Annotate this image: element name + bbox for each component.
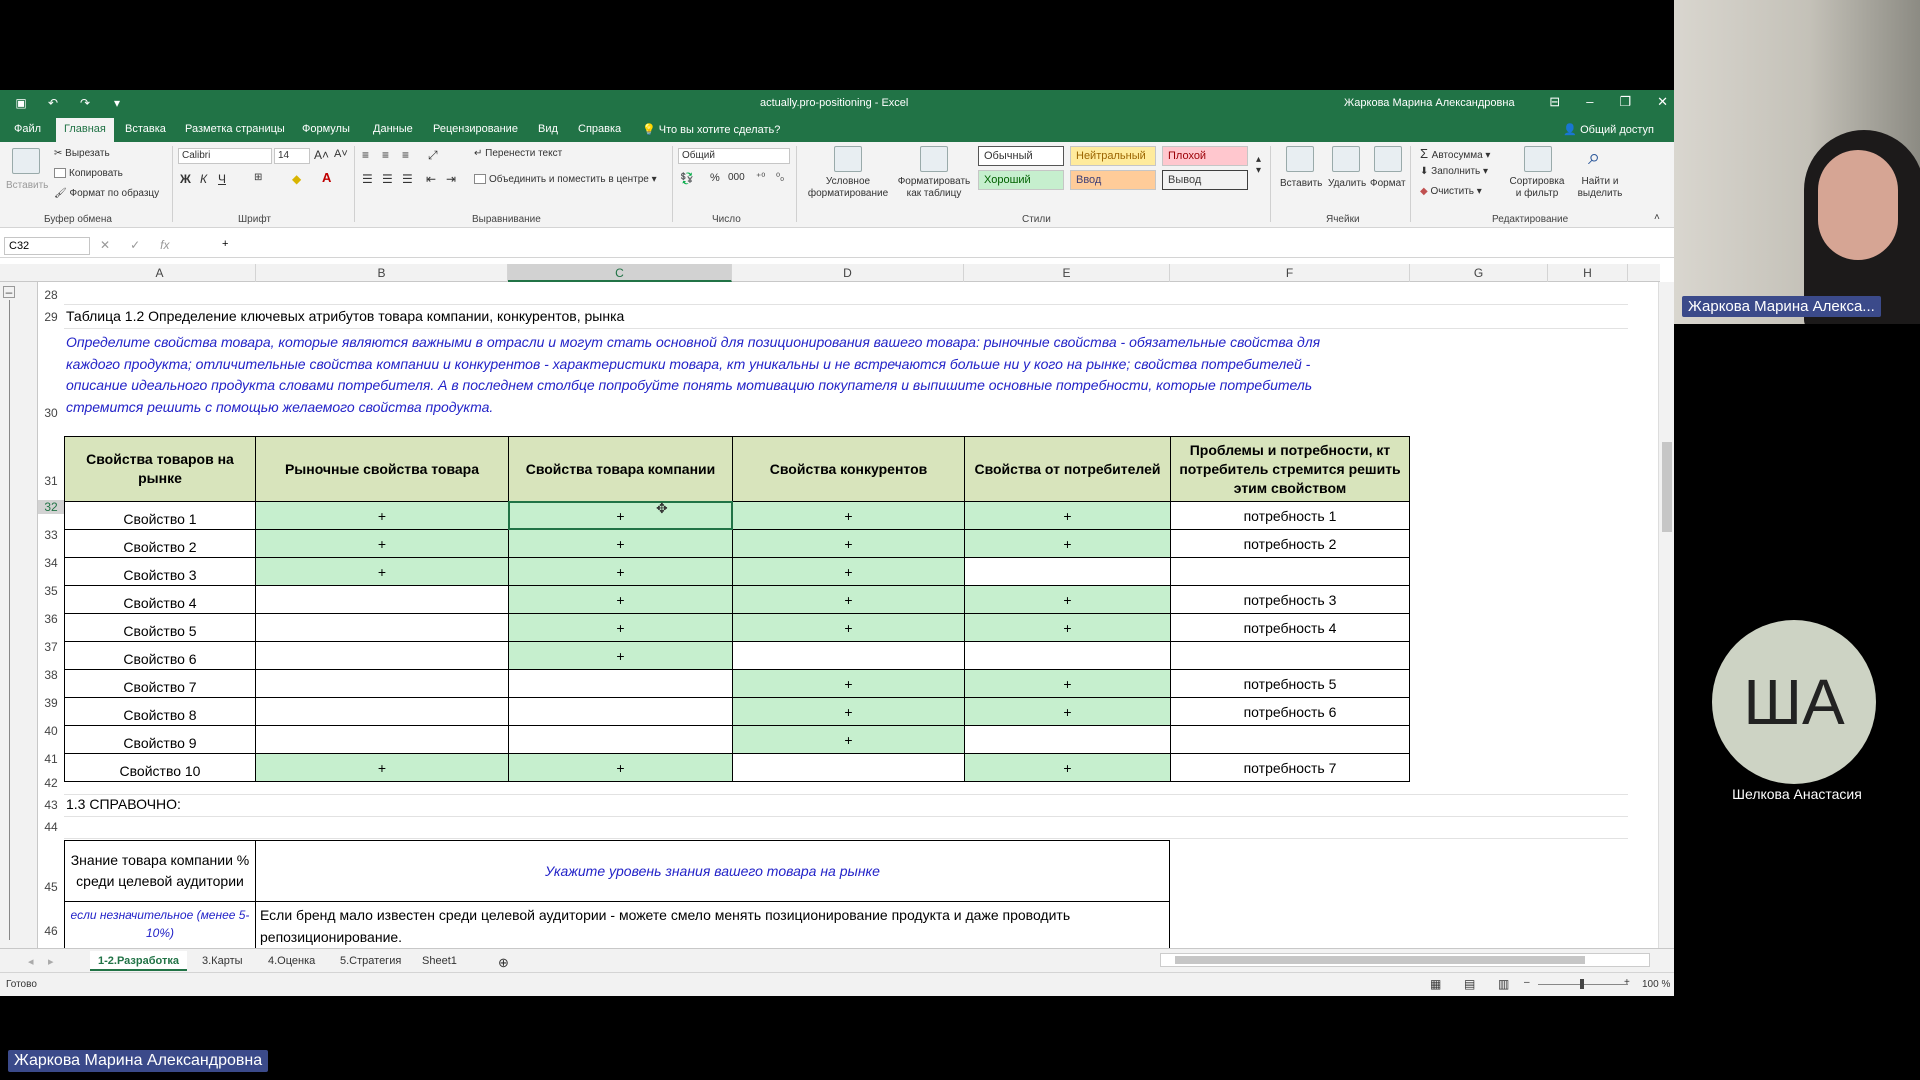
editing-group-label: Редактирование xyxy=(1492,214,1569,225)
mark-cell[interactable] xyxy=(732,753,965,782)
fill-label: Заполнить xyxy=(1431,166,1481,177)
property-name-cell[interactable]: Свойство 5 xyxy=(64,613,256,642)
separator xyxy=(796,146,797,222)
separator xyxy=(172,146,173,222)
delete-cells-label[interactable]: Удалить xyxy=(1328,178,1367,189)
header-competitors[interactable]: Свойства конкурентов xyxy=(732,436,965,502)
row-header-30[interactable]: 30 xyxy=(44,406,58,420)
ribbon-display-icon[interactable]: ⊟ xyxy=(1549,94,1561,109)
need-cell[interactable] xyxy=(1170,725,1410,754)
autosum-button[interactable]: Σ Автосумма ▾ xyxy=(1420,146,1491,161)
zoom-slider[interactable] xyxy=(1538,984,1628,985)
mark-cell[interactable] xyxy=(964,725,1171,754)
row-header-43[interactable]: 43 xyxy=(44,798,58,812)
presenter-name: Жаркова Марина Алекса... xyxy=(1682,296,1881,317)
row-header-42[interactable]: 42 xyxy=(44,776,58,790)
merge-icon xyxy=(474,174,486,184)
row-header-33[interactable]: 33 xyxy=(44,528,58,542)
gridline xyxy=(64,794,1628,795)
mark-cell[interactable]: + xyxy=(732,725,965,754)
normal-view-icon[interactable]: ▦ xyxy=(1430,977,1442,991)
scroll-thumb[interactable] xyxy=(1662,442,1672,532)
prev-sheet-icon[interactable]: ◂ xyxy=(28,956,34,968)
mark-cell[interactable]: + xyxy=(508,585,733,614)
orientation-icon[interactable]: ⤢ xyxy=(428,148,438,162)
merge-center-button[interactable]: Объединить и поместить в центре ▾ xyxy=(474,174,657,185)
align-top-icon[interactable]: ≡ xyxy=(362,148,370,162)
mark-cell[interactable]: + xyxy=(964,669,1171,698)
share-label: Общий доступ xyxy=(1580,124,1654,136)
row-header-31[interactable]: 31 xyxy=(44,474,58,488)
share-button[interactable] xyxy=(1563,123,1654,136)
sheet-tab-3[interactable]: 4.Оценка xyxy=(268,955,316,967)
mark-cell[interactable]: + xyxy=(508,641,733,670)
decrease-indent-icon[interactable]: ⇤ xyxy=(426,172,437,186)
mark-cell[interactable]: + xyxy=(964,613,1171,642)
sheet-tab-1[interactable]: 1-2.Разработка xyxy=(90,951,187,971)
copy-button[interactable] xyxy=(54,168,123,179)
title-bar xyxy=(0,90,1674,118)
styles-scroll-icon[interactable]: ▴ ▾ xyxy=(1256,154,1262,176)
mark-cell[interactable] xyxy=(964,641,1171,670)
gridline xyxy=(64,328,1628,329)
mark-cell[interactable]: + xyxy=(964,501,1171,530)
insert-cells-label[interactable]: Вставить xyxy=(1280,178,1323,189)
sheet-tab-4[interactable]: 5.Стратегия xyxy=(340,955,402,967)
mark-cell[interactable]: + xyxy=(508,501,733,530)
window-title: actually.pro-positioning - Excel xyxy=(760,97,909,109)
zoom-out-icon[interactable]: – xyxy=(1524,977,1530,988)
style-neutral[interactable]: Нейтральный xyxy=(1070,146,1156,166)
align-right-icon[interactable]: ☰ xyxy=(402,172,413,186)
separator xyxy=(1270,146,1271,222)
align-bottom-icon[interactable]: ≡ xyxy=(402,148,410,162)
need-cell[interactable]: потребность 3 xyxy=(1170,585,1410,614)
mark-cell[interactable]: + xyxy=(964,585,1171,614)
cut-button[interactable] xyxy=(54,148,110,159)
gridline xyxy=(64,304,1628,305)
presenter-face xyxy=(1818,150,1898,260)
property-name-cell[interactable]: Свойство 9 xyxy=(64,725,256,754)
separator xyxy=(672,146,673,222)
mark-cell[interactable]: + xyxy=(508,529,733,558)
save-icon[interactable]: ▣ xyxy=(15,96,27,110)
mark-cell[interactable]: + xyxy=(732,585,965,614)
increase-decimal-icon[interactable]: ⁺⁰ xyxy=(756,172,766,183)
alignment-group-label: Выравнивание xyxy=(472,214,541,225)
collapse-ribbon-icon[interactable]: ˄ xyxy=(1654,212,1660,223)
mark-cell[interactable]: + xyxy=(732,697,965,726)
participant-name: Шелкова Анастасия xyxy=(1732,786,1862,802)
property-name-cell[interactable]: Свойство 8 xyxy=(64,697,256,726)
header-consumers[interactable]: Свойства от потребителей xyxy=(964,436,1171,502)
zoom-in-icon[interactable]: + xyxy=(1624,977,1630,988)
eraser-icon: ◆ xyxy=(1420,186,1431,197)
zoom-slider-thumb[interactable] xyxy=(1580,979,1584,989)
mark-cell[interactable]: + xyxy=(964,697,1171,726)
fill-color-icon[interactable]: ◆ xyxy=(292,172,302,186)
find-select-label[interactable]: Найти и выделить xyxy=(1577,176,1623,199)
tab-data[interactable]: Данные xyxy=(373,123,413,135)
number-group-label: Число xyxy=(712,214,741,225)
header-needs[interactable]: Проблемы и потребности, кт потребитель стремится решить этим свойством xyxy=(1170,436,1410,502)
property-name-cell[interactable]: Свойство 2 xyxy=(64,529,256,558)
window-controls xyxy=(1549,94,1668,110)
function-icon[interactable]: fx xyxy=(160,238,170,252)
participant-tile xyxy=(1674,324,1920,1080)
horizontal-scrollbar[interactable] xyxy=(1160,953,1650,967)
column-header-d[interactable]: D xyxy=(732,264,964,282)
sheet-tab-2[interactable]: 3.Карты xyxy=(202,955,243,967)
column-header-b[interactable]: B xyxy=(256,264,508,282)
format-as-table-icon[interactable] xyxy=(920,146,948,172)
clear-button[interactable]: ◆ Очистить ▾ xyxy=(1420,186,1482,197)
property-name-cell[interactable]: Свойство 7 xyxy=(64,669,256,698)
tab-view[interactable]: Вид xyxy=(538,123,558,135)
page-break-view-icon[interactable]: ▥ xyxy=(1498,977,1510,991)
gridline xyxy=(64,838,1628,839)
ribbon-tabs xyxy=(0,118,1674,142)
worksheet-grid[interactable] xyxy=(0,264,1674,948)
align-middle-icon[interactable]: ≡ xyxy=(382,148,390,162)
grow-font-icon[interactable]: A˄ xyxy=(314,148,330,162)
decrease-decimal-icon[interactable]: ⁰₀ xyxy=(776,172,785,183)
mark-cell[interactable]: + xyxy=(508,613,733,642)
header-properties[interactable]: Свойства товаров на рынке xyxy=(64,436,256,502)
need-cell[interactable]: потребность 6 xyxy=(1170,697,1410,726)
tab-help[interactable]: Справка xyxy=(578,123,622,135)
cancel-icon[interactable]: ✕ xyxy=(100,238,111,252)
row-header-41[interactable]: 41 xyxy=(44,752,58,766)
column-header-a[interactable]: A xyxy=(64,264,256,282)
insert-cells-icon[interactable] xyxy=(1286,146,1314,172)
property-name-cell[interactable]: Свойство 3 xyxy=(64,557,256,586)
separator xyxy=(1410,146,1411,222)
copy-icon xyxy=(54,168,66,178)
cut-label: Вырезать xyxy=(65,148,110,159)
zoom-level[interactable]: 100 % xyxy=(1642,979,1671,990)
mark-cell[interactable] xyxy=(964,557,1171,586)
column-header-c[interactable]: C xyxy=(508,264,732,282)
clipboard-group-label: Буфер обмена xyxy=(44,214,112,225)
mark-cell[interactable]: + xyxy=(508,557,733,586)
underline-button[interactable]: Ч xyxy=(218,172,226,186)
property-name-cell[interactable]: Свойство 10 xyxy=(64,753,256,782)
increase-indent-icon[interactable]: ⇥ xyxy=(446,172,457,186)
font-name-select[interactable]: Calibri xyxy=(178,148,272,164)
row-header-32[interactable]: 32 xyxy=(38,500,64,514)
conditional-formatting-label[interactable]: Условное форматирование xyxy=(807,176,889,199)
need-cell[interactable] xyxy=(1170,557,1410,586)
sort-filter-icon[interactable] xyxy=(1524,146,1552,172)
enter-icon[interactable]: ✓ xyxy=(130,238,141,252)
mark-cell[interactable] xyxy=(508,725,733,754)
row-header-46[interactable]: 46 xyxy=(44,924,58,938)
ribbon xyxy=(0,142,1674,228)
cells-group-label: Ячейки xyxy=(1326,214,1360,225)
status-bar xyxy=(0,972,1674,996)
format-painter-label: Формат по образцу xyxy=(69,188,160,199)
tab-file[interactable]: Файл xyxy=(14,123,42,135)
comma-style-icon[interactable]: 000 xyxy=(728,172,745,183)
minimize-button[interactable]: – xyxy=(1586,94,1594,109)
status-ready: Готово xyxy=(6,979,37,990)
undo-icon[interactable]: ↶ xyxy=(47,96,59,110)
mark-cell[interactable]: + xyxy=(255,501,509,530)
row-header-44[interactable]: 44 xyxy=(44,820,58,834)
format-painter-button[interactable] xyxy=(54,188,159,199)
mark-cell[interactable] xyxy=(255,697,509,726)
wrap-icon: ↵ xyxy=(474,148,486,159)
need-cell[interactable]: потребность 7 xyxy=(1170,753,1410,782)
knowledge-label[interactable]: Знание товара компании % среди целевой аудитории xyxy=(64,840,256,902)
name-box[interactable]: C32 xyxy=(4,237,90,255)
knowledge-prompt[interactable]: Укажите уровень знания вашего товара на рынке xyxy=(255,840,1170,902)
row-header-28[interactable]: 28 xyxy=(44,288,58,302)
font-group-label: Шрифт xyxy=(238,214,271,225)
italic-button[interactable]: К xyxy=(200,172,208,186)
wrap-text-button[interactable] xyxy=(474,148,562,159)
need-cell[interactable]: потребность 5 xyxy=(1170,669,1410,698)
property-name-cell[interactable]: Свойство 6 xyxy=(64,641,256,670)
formula-buttons xyxy=(100,238,169,252)
font-size-select[interactable]: 14 xyxy=(274,148,310,164)
copy-label: Копировать xyxy=(69,168,123,179)
mark-cell[interactable] xyxy=(508,669,733,698)
reference-title[interactable]: 1.3 СПРАВОЧНО: xyxy=(66,796,181,812)
excel-window xyxy=(0,90,1674,996)
scissors-icon: ✂ xyxy=(54,148,66,159)
separator xyxy=(354,146,355,222)
row-header-36[interactable]: 36 xyxy=(44,612,58,626)
header-company[interactable]: Свойства товара компании xyxy=(508,436,733,502)
tab-formulas[interactable]: Формулы xyxy=(302,123,350,135)
tab-insert[interactable]: Вставка xyxy=(125,123,166,135)
paste-label: Вставить xyxy=(6,180,49,191)
h-scroll-thumb[interactable] xyxy=(1175,956,1585,964)
mark-cell[interactable]: + xyxy=(732,501,965,530)
customize-icon[interactable]: ▾ xyxy=(113,96,121,110)
clear-label: Очистить xyxy=(1430,186,1474,197)
row-header-35[interactable]: 35 xyxy=(44,584,58,598)
sort-filter-label[interactable]: Сортировка и фильтр xyxy=(1509,176,1565,199)
percent-icon[interactable]: % xyxy=(710,172,720,184)
shrink-font-icon[interactable]: A˅ xyxy=(334,148,348,160)
style-bad[interactable]: Плохой xyxy=(1162,146,1248,166)
style-good[interactable]: Хороший xyxy=(978,170,1064,190)
format-cells-label[interactable]: Формат xyxy=(1370,178,1406,189)
align-center-icon[interactable]: ☰ xyxy=(382,172,393,186)
style-normal[interactable]: Обычный xyxy=(978,146,1064,166)
format-cells-icon[interactable] xyxy=(1374,146,1402,172)
delete-cells-icon[interactable] xyxy=(1332,146,1360,172)
mark-cell[interactable]: + xyxy=(732,529,965,558)
mark-cell[interactable]: + xyxy=(964,753,1171,782)
cursor-icon: ✥ xyxy=(656,500,668,516)
quick-access-toolbar xyxy=(14,96,124,110)
mark-cell[interactable]: + xyxy=(255,529,509,558)
restore-button[interactable]: ❐ xyxy=(1619,94,1632,109)
sheet-tabs-bar xyxy=(0,948,1674,972)
mark-cell[interactable] xyxy=(255,641,509,670)
column-header-e[interactable]: E xyxy=(964,264,1170,282)
fill-button[interactable]: ⬇ Заполнить ▾ xyxy=(1420,166,1489,177)
mark-cell[interactable]: + xyxy=(732,613,965,642)
sigma-icon: Σ xyxy=(1420,146,1432,161)
need-cell[interactable]: потребность 4 xyxy=(1170,613,1410,642)
close-button[interactable]: ✕ xyxy=(1657,94,1668,109)
mark-cell[interactable] xyxy=(255,613,509,642)
style-input[interactable]: Ввод xyxy=(1070,170,1156,190)
paste-icon[interactable] xyxy=(12,148,40,174)
table-title[interactable]: Таблица 1.2 Определение ключевых атрибутов товара компании, конкурентов, рынка xyxy=(66,308,625,324)
tab-page-layout[interactable]: Разметка страницы xyxy=(185,123,285,135)
column-header-g[interactable]: G xyxy=(1410,264,1548,282)
tell-me-label: Что вы хотите сделать? xyxy=(658,124,781,136)
font-color-icon[interactable]: A xyxy=(322,170,332,185)
wrap-label: Перенести текст xyxy=(485,148,563,159)
need-cell[interactable] xyxy=(1170,641,1410,670)
header-market[interactable]: Рыночные свойства товара xyxy=(255,436,509,502)
property-name-cell[interactable]: Свойство 1 xyxy=(64,501,256,530)
find-icon[interactable]: ⌕ xyxy=(1588,144,1601,169)
tab-home[interactable]: Главная xyxy=(56,118,114,142)
row-header-37[interactable]: 37 xyxy=(44,640,58,654)
outline-collapse-button[interactable]: – xyxy=(3,286,15,298)
sheet-tab-5[interactable]: Sheet1 xyxy=(422,955,457,967)
row-header-45[interactable]: 45 xyxy=(44,880,58,894)
next-sheet-icon[interactable]: ▸ xyxy=(48,956,54,968)
mark-cell[interactable] xyxy=(732,641,965,670)
mark-cell[interactable]: + xyxy=(255,753,509,782)
column-header-h[interactable]: H xyxy=(1548,264,1628,282)
outline-line xyxy=(9,300,10,940)
instructions-text[interactable]: Определите свойства товара, которые являются важными в отрасли и могут стать основной для позиционирования вашего товара: рыночные свойства - обязательные свойства для каждого продукта; отличительные свойства компании и конкурентов - характеристики товара, кт уникальны и не встречаются больше ни у кого на рынке; свойства потребителей - описание идеального продукта словами потребителя. А в последнем столбце попробуйте понять мотивацию покупателя и выпишите основные потребности, которые потребитель стремится решить с помощью желаемого свойства продукта. xyxy=(66,334,1321,415)
presenter-video xyxy=(1674,0,1920,324)
merge-label: Объединить и поместить в центре xyxy=(489,174,649,185)
currency-icon[interactable]: 💱 xyxy=(680,173,694,185)
mark-cell[interactable]: + xyxy=(508,753,733,782)
bold-button[interactable]: Ж xyxy=(180,172,191,186)
format-as-table-label[interactable]: Форматировать как таблицу xyxy=(897,176,971,199)
formula-input[interactable]: + xyxy=(222,238,229,250)
tell-me-search[interactable] xyxy=(642,123,780,136)
low-knowledge-label[interactable]: если незначительное (менее 5-10%) xyxy=(64,901,256,948)
mark-cell[interactable]: + xyxy=(732,557,965,586)
mark-cell[interactable] xyxy=(255,585,509,614)
mark-cell[interactable] xyxy=(255,725,509,754)
vertical-scrollbar[interactable] xyxy=(1658,282,1674,948)
row-header-38[interactable]: 38 xyxy=(44,668,58,682)
column-headers xyxy=(0,264,1660,282)
conditional-formatting-icon[interactable] xyxy=(834,146,862,172)
align-left-icon[interactable]: ☰ xyxy=(362,172,373,186)
number-format-select[interactable]: Общий xyxy=(678,148,790,164)
low-knowledge-text[interactable]: Если бренд мало известен среди целевой аудитории - можете смело менять позиционирование продукта и даже проводить репозиционирование. xyxy=(255,901,1170,948)
mark-cell[interactable]: + xyxy=(255,557,509,586)
lightbulb-icon: 💡 xyxy=(642,124,656,136)
styles-group-label: Стили xyxy=(1022,214,1051,225)
column-header-f[interactable]: F xyxy=(1170,264,1410,282)
brush-icon: 🖌 xyxy=(54,188,70,199)
user-name: Жаркова Марина Александровна xyxy=(1344,97,1515,109)
row-header-40[interactable]: 40 xyxy=(44,724,58,738)
style-output[interactable]: Вывод xyxy=(1162,170,1248,190)
mark-cell[interactable] xyxy=(508,697,733,726)
page-layout-view-icon[interactable]: ▤ xyxy=(1464,977,1476,991)
mark-cell[interactable]: + xyxy=(964,529,1171,558)
property-name-cell[interactable]: Свойство 4 xyxy=(64,585,256,614)
need-cell[interactable]: потребность 1 xyxy=(1170,501,1410,530)
avatar: ША xyxy=(1712,620,1876,784)
mark-cell[interactable] xyxy=(255,669,509,698)
fill-down-icon: ⬇ xyxy=(1420,166,1432,177)
formula-bar xyxy=(0,234,1674,258)
row-header-34[interactable]: 34 xyxy=(44,556,58,570)
person-icon: 👤 xyxy=(1563,124,1578,136)
need-cell[interactable]: потребность 2 xyxy=(1170,529,1410,558)
redo-icon[interactable]: ↷ xyxy=(79,96,91,110)
row-header-29[interactable]: 29 xyxy=(44,310,58,324)
borders-icon[interactable]: ⊞ xyxy=(254,172,263,183)
autosum-label: Автосумма xyxy=(1431,150,1483,161)
speaker-label: Жаркова Марина Александровна xyxy=(8,1050,268,1072)
tab-review[interactable]: Рецензирование xyxy=(433,123,518,135)
row-header-39[interactable]: 39 xyxy=(44,696,58,710)
mark-cell[interactable]: + xyxy=(732,669,965,698)
gridline xyxy=(64,816,1628,817)
add-sheet-icon[interactable]: ⊕ xyxy=(498,955,509,970)
outline-bar xyxy=(0,264,38,948)
